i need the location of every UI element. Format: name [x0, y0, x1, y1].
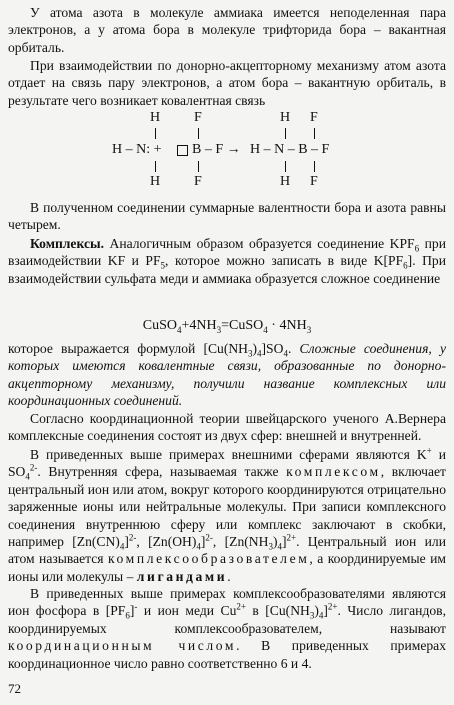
atom-h-bottom-1: H	[150, 174, 161, 189]
reaction-equation: $CuSO_4+4NH_3=CuSO_4 \cdot 4NH_3$	[142, 318, 312, 335]
bond-line	[155, 161, 156, 172]
bond-line	[314, 161, 315, 172]
paragraph-werner: Согласно координационной теории швейцарского ученого А.Вернера комплексные соединения состоят из двух сфер: внешней и внутренней.	[8, 411, 446, 444]
atom-f-bottom-1: F	[194, 174, 202, 189]
paragraph-definition: которое выражается формулой $[Cu(NH_3)_4]SO_4$. Сложные соединения, у которых имеются ковалентные связи, образованные по донорно-акцепторному механизму, получили название комплексных или координационных соединений.	[8, 341, 446, 409]
scheme-left-part: H – N: +	[112, 142, 162, 157]
scheme-product: H – N – B – F	[250, 142, 330, 157]
bond-formation-scheme	[112, 110, 362, 190]
bond-line	[198, 128, 199, 139]
atom-f-bottom-2: F	[310, 174, 318, 189]
paragraph-valence: В полученном соединении суммарные валентности бора и азота равны четырем.	[8, 200, 446, 233]
atom-f-top-2: F	[310, 110, 318, 125]
bond-line	[285, 128, 286, 139]
bond-line	[314, 128, 315, 139]
atom-f-top-1: F	[194, 110, 202, 125]
scheme-middle-part: B – F →	[192, 142, 241, 157]
bond-line	[285, 161, 286, 172]
paragraph-ammonia-boron: У атома азота в молекуле аммиака имеется неподеленная пара электронов, а у атома бора в молекуле трифторида бора – вакантная орбиталь.	[8, 5, 446, 55]
bond-line	[155, 128, 156, 139]
definition-italic: Сложные соединения, у которых имеются ковалентные связи, образованные по донорно-акцепторному механизму, получили название комплексных или координационных соединений.	[8, 341, 446, 409]
section-heading: Комплексы.	[30, 236, 105, 251]
vacant-orbital-box	[177, 145, 188, 156]
atom-h-bottom-2: H	[280, 174, 291, 189]
paragraph-coordination-number: В приведенных выше примерах комплексообразователями являются ион фосфора в $[PF_6]^-$ и ион меди $Cu^{2+}$ в $[Cu(NH_3)_4]^{2+}$. Число лигандов, координируемых комплексообразователем, называют координационным числом. В приведенных примерах координационное число равно соответственно 6 и 4.	[8, 586, 446, 671]
paragraph-spheres: В приведенных выше примерах внешними сферами являются K+ и $SO_4^{2-}$. Внутренняя сфера, называемая также комплексом, включает центральный ион или атом, вокруг которого координируются отрицательно заряженные ионы или нейтральные молекулы. При записи комплексного соединения внутреннюю сферу или комплекс заключают в скобки, например $[Zn(CN)_4]^{2-}$, $[Zn(OH)_4]^{2-}$, $[Zn(NH_3)_4]^{2+}$. Центральный ион или атом называется комплексообразователем, а координируемые им ионы или молекулы – лигандами.	[8, 445, 446, 584]
paragraph-donor-acceptor: При взаимодействии по донорно-акцепторному механизму атом азота отдает на связь пару электронов, а атом бора – вакантную орбиталь, в результате чего возникает ковалентная связь	[8, 58, 446, 108]
paragraph-complexes: Комплексы. Аналогичным образом образуется соединение $KPF_6$ при взаимодействии KF и $PF_5$, которое можно записать в виде $K[PF_6]$. При взаимодействии сульфата меди и аммиака образуется сложное соединение	[8, 236, 446, 286]
atom-h-top-2: H	[280, 110, 291, 125]
page-number: 72	[8, 681, 21, 696]
bond-line	[198, 161, 199, 172]
atom-h-top-1: H	[150, 110, 161, 125]
